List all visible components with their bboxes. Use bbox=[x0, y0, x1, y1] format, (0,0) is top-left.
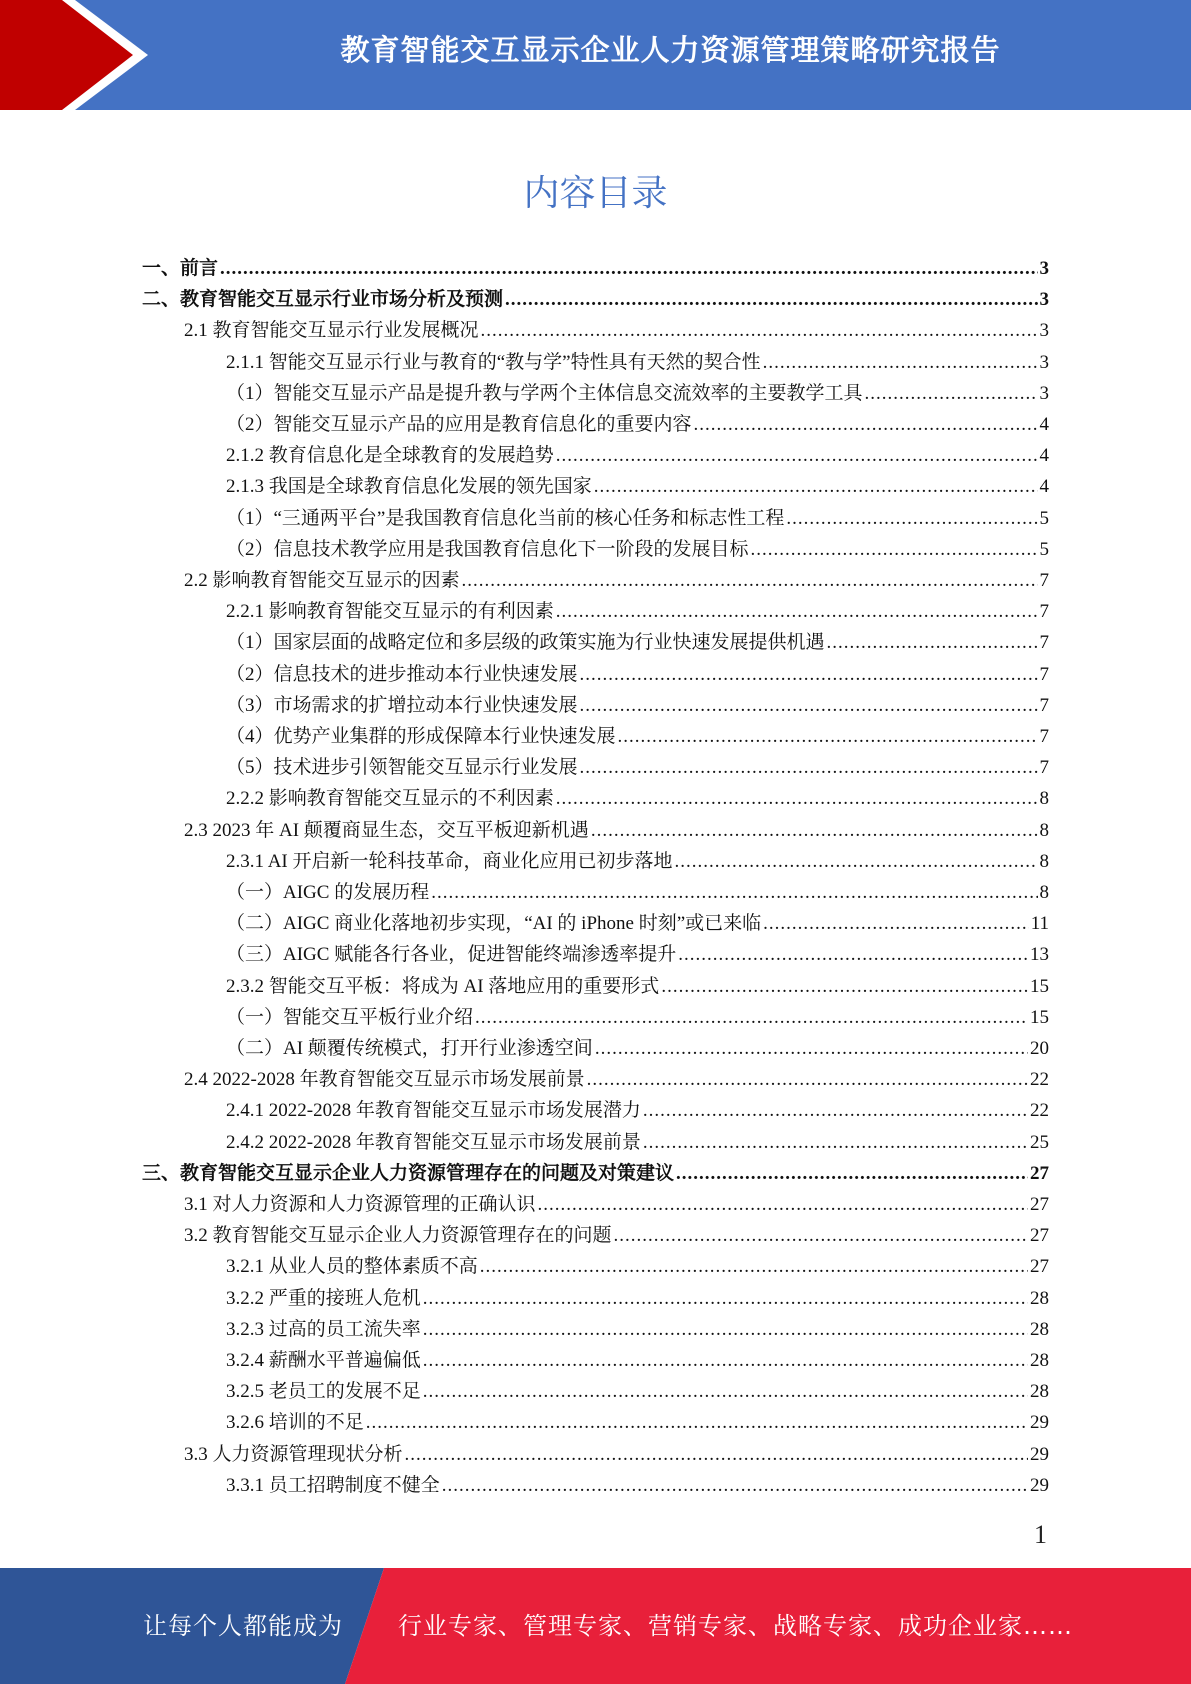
toc-entry-label: （2）信息技术教学应用是我国教育信息化下一阶段的发展目标 bbox=[226, 538, 749, 560]
toc-entry-label: 2.3.2 智能交互平板：将成为 AI 落地应用的重要形式 bbox=[226, 975, 660, 997]
toc-entry[interactable] bbox=[226, 659, 1049, 690]
toc-dot-leader bbox=[614, 1225, 1028, 1247]
toc-entry-page: 4 bbox=[1039, 476, 1049, 498]
toc-dot-leader bbox=[763, 913, 1029, 935]
toc-entry[interactable] bbox=[226, 908, 1049, 939]
toc-entry[interactable] bbox=[226, 1407, 1049, 1438]
toc-entry-label: 2.2.2 影响教育智能交互显示的不利因素 bbox=[226, 788, 554, 810]
toc-entry-page: 8 bbox=[1039, 788, 1049, 810]
toc-entry-label: 2.1 教育智能交互显示行业发展概况 bbox=[184, 320, 479, 342]
toc-dot-leader bbox=[580, 757, 1038, 779]
page-number: 1 bbox=[1034, 1520, 1047, 1549]
toc-entry-label: 2.4.1 2022-2028 年教育智能交互显示市场发展潜力 bbox=[226, 1100, 641, 1122]
toc-dot-leader bbox=[423, 1381, 1028, 1403]
footer-slogan-right: 行业专家、管理专家、营销专家、战略专家、成功企业家…… bbox=[398, 1612, 1073, 1640]
toc-dot-leader bbox=[480, 1256, 1028, 1278]
toc-entry-page: 22 bbox=[1030, 1069, 1049, 1091]
toc-entry-page: 4 bbox=[1039, 414, 1049, 435]
toc-entry-page: 7 bbox=[1039, 757, 1049, 779]
toc-dot-leader bbox=[751, 539, 1038, 561]
toc-entry[interactable] bbox=[226, 971, 1049, 1002]
toc-entry-page: 28 bbox=[1030, 1287, 1049, 1309]
toc-entry-label: 2.4.2 2022-2028 年教育智能交互显示市场发展前景 bbox=[226, 1131, 641, 1153]
toc-dot-leader bbox=[643, 1100, 1028, 1122]
toc-dot-leader bbox=[694, 414, 1038, 436]
toc-dot-leader bbox=[580, 664, 1038, 686]
toc-entry[interactable] bbox=[226, 378, 1049, 409]
toc-entry[interactable] bbox=[226, 783, 1049, 814]
toc-entry-page: 15 bbox=[1030, 1006, 1049, 1028]
toc-entry-label: （2）智能交互显示产品的应用是教育信息化的重要内容 bbox=[226, 414, 692, 435]
toc-entry-label: （4）优势产业集群的形成保障本行业快速发展 bbox=[226, 726, 616, 747]
toc-entry[interactable] bbox=[226, 347, 1049, 378]
toc-entry-label: 2.2 影响教育智能交互显示的因素 bbox=[184, 570, 460, 591]
toc-dot-leader bbox=[556, 445, 1038, 467]
toc-entry-label: （5）技术进步引领智能交互显示行业发展 bbox=[226, 757, 578, 779]
toc-entry-label: 2.1.3 我国是全球教育信息化发展的领先国家 bbox=[226, 476, 592, 498]
toc-dot-leader bbox=[442, 1475, 1028, 1497]
toc-entry-page: 28 bbox=[1030, 1350, 1049, 1371]
toc-dot-leader bbox=[220, 258, 1037, 280]
toc-entry[interactable] bbox=[226, 877, 1049, 908]
toc-entry-page: 3 bbox=[1039, 289, 1049, 311]
toc-dot-leader bbox=[827, 632, 1038, 654]
toc-dot-leader bbox=[481, 320, 1038, 342]
toc-dot-leader bbox=[431, 882, 1037, 904]
toc-entry[interactable] bbox=[226, 1314, 1049, 1345]
toc-dot-leader bbox=[462, 570, 1038, 592]
toc-entry-label: （2）信息技术的进步推动本行业快速发展 bbox=[226, 663, 578, 685]
toc-entry-label: 一、前言 bbox=[142, 258, 219, 279]
toc-entry[interactable] bbox=[226, 1283, 1049, 1314]
toc-entry-page: 3 bbox=[1039, 320, 1049, 342]
toc-entry-label: （1）“三通两平台”是我国教育信息化当前的核心任务和标志性工程 bbox=[226, 507, 785, 529]
page-footer bbox=[0, 1568, 1191, 1684]
report-title: 教育智能交互显示企业人力资源管理策略研究报告 bbox=[340, 33, 1001, 67]
toc-entry[interactable] bbox=[226, 627, 1049, 658]
toc-entry[interactable] bbox=[184, 1189, 1049, 1220]
toc-entry-label: （1）智能交互显示产品是提升教与学两个主体信息交流效率的主要教学工具 bbox=[226, 382, 863, 404]
toc-entry[interactable] bbox=[184, 815, 1049, 846]
toc-entry-page: 25 bbox=[1030, 1131, 1049, 1153]
toc-entry-label: 3.2.4 薪酬水平普遍偏低 bbox=[226, 1350, 421, 1371]
toc-entry-label: 3.3.1 员工招聘制度不健全 bbox=[226, 1474, 440, 1496]
toc-entry-page: 29 bbox=[1030, 1443, 1049, 1465]
toc-entry[interactable] bbox=[184, 565, 1049, 596]
toc-entry-page: 28 bbox=[1030, 1381, 1049, 1403]
toc-dot-leader bbox=[676, 1163, 1028, 1185]
toc-entry[interactable] bbox=[184, 315, 1049, 346]
toc-entry-page: 29 bbox=[1030, 1474, 1049, 1496]
footer-slogan-left: 让每个人都能成为 bbox=[143, 1612, 343, 1640]
toc-entry[interactable] bbox=[142, 1158, 1049, 1189]
toc-dot-leader bbox=[556, 601, 1038, 623]
toc-entry-label: 3.2.2 严重的接班人危机 bbox=[226, 1287, 421, 1309]
toc-entry-page: 22 bbox=[1030, 1100, 1049, 1122]
toc-entry-label: 三、教育智能交互显示企业人力资源管理存在的问题及对策建议 bbox=[142, 1162, 675, 1184]
toc-entry-page: 7 bbox=[1039, 570, 1049, 591]
toc-entry-label: 2.4 2022-2028 年教育智能交互显示市场发展前景 bbox=[184, 1069, 585, 1091]
toc-entry-page: 11 bbox=[1030, 913, 1049, 935]
toc-dot-leader bbox=[423, 1350, 1028, 1372]
toc-entry-page: 27 bbox=[1030, 1162, 1049, 1184]
toc-entry[interactable] bbox=[226, 1033, 1049, 1064]
toc-dot-leader bbox=[594, 476, 1038, 498]
toc-dot-leader bbox=[580, 695, 1038, 717]
toc-entry-page: 8 bbox=[1039, 882, 1049, 903]
toc-dot-leader bbox=[423, 1288, 1028, 1310]
toc-dot-leader bbox=[786, 508, 1037, 530]
toc-entry-label: 2.3 2023 年 AI 颠覆商显生态，交互平板迎新机遇 bbox=[184, 819, 589, 841]
toc-entry-label: 2.2.1 影响教育智能交互显示的有利因素 bbox=[226, 601, 554, 623]
toc-entry-page: 3 bbox=[1039, 258, 1049, 279]
toc-dot-leader bbox=[538, 1194, 1028, 1216]
toc-dot-leader bbox=[661, 976, 1028, 998]
toc-dot-leader bbox=[595, 1038, 1028, 1060]
toc-entry-page: 29 bbox=[1030, 1412, 1049, 1434]
toc-entry-label: （3）市场需求的扩增拉动本行业快速发展 bbox=[226, 694, 578, 716]
toc-entry[interactable] bbox=[226, 1251, 1049, 1282]
toc-entry[interactable] bbox=[226, 471, 1049, 502]
toc-entry-label: 3.1 对人力资源和人力资源管理的正确认识 bbox=[184, 1194, 536, 1215]
toc-entry[interactable] bbox=[226, 752, 1049, 783]
toc-entry-label: 2.3.1 AI 开启新一轮科技革命，商业化应用已初步落地 bbox=[226, 850, 673, 872]
toc-entry-page: 7 bbox=[1039, 601, 1049, 623]
toc-entry-page: 7 bbox=[1039, 663, 1049, 685]
toc-entry-label: 3.2.3 过高的员工流失率 bbox=[226, 1318, 421, 1340]
toc-entry-page: 28 bbox=[1030, 1318, 1049, 1340]
toc-dot-leader bbox=[763, 352, 1038, 374]
toc-entry[interactable] bbox=[226, 409, 1049, 440]
toc-entry-page: 7 bbox=[1039, 726, 1049, 747]
toc-entry-page: 3 bbox=[1039, 382, 1049, 404]
toc-entry-label: 3.2.5 老员工的发展不足 bbox=[226, 1381, 421, 1403]
toc-entry[interactable] bbox=[226, 440, 1049, 471]
toc-entry-label: （1）国家层面的战略定位和多层级的政策实施为行业快速发展提供机遇 bbox=[226, 632, 825, 654]
toc-dot-leader bbox=[475, 1007, 1028, 1029]
toc-dot-leader bbox=[591, 820, 1038, 842]
toc-entry-page: 7 bbox=[1039, 632, 1049, 654]
page-header bbox=[0, 0, 1191, 110]
toc-dot-leader bbox=[366, 1412, 1028, 1434]
toc-entry[interactable] bbox=[226, 721, 1049, 752]
toc-entry[interactable] bbox=[226, 1002, 1049, 1033]
toc-dot-leader bbox=[675, 851, 1038, 873]
toc-entry-label: （二）AI 颠覆传统模式，打开行业渗透空间 bbox=[226, 1038, 593, 1059]
toc-entry[interactable] bbox=[226, 1345, 1049, 1376]
toc-dot-leader bbox=[423, 1319, 1028, 1341]
toc-entry[interactable] bbox=[226, 503, 1049, 534]
toc-entry-page: 27 bbox=[1030, 1256, 1049, 1278]
toc-entry[interactable] bbox=[226, 1376, 1049, 1407]
toc-entry[interactable] bbox=[226, 1127, 1049, 1158]
toc-entry-label: （三）AIGC 赋能各行各业，促进智能终端渗透率提升 bbox=[226, 944, 677, 966]
toc-entry[interactable] bbox=[184, 1220, 1049, 1251]
toc-entry-label: （二）AIGC 商业化落地初步实现，“AI 的 iPhone 时刻”或已来临 bbox=[226, 913, 762, 935]
toc-entry-label: 3.2 教育智能交互显示企业人力资源管理存在的问题 bbox=[184, 1225, 612, 1247]
toc-entry-page: 4 bbox=[1039, 445, 1049, 467]
toc-entry[interactable] bbox=[184, 1439, 1049, 1470]
toc-entry-page: 8 bbox=[1039, 850, 1049, 872]
toc-entry-label: 2.1.2 教育信息化是全球教育的发展趋势 bbox=[226, 445, 554, 467]
toc-dot-leader bbox=[556, 788, 1038, 810]
toc-entry-page: 15 bbox=[1030, 975, 1049, 997]
toc-dot-leader bbox=[678, 944, 1028, 966]
toc-entry[interactable] bbox=[226, 846, 1049, 877]
toc-entry-page: 20 bbox=[1030, 1038, 1049, 1059]
toc-dot-leader bbox=[587, 1069, 1028, 1091]
toc-entry[interactable] bbox=[226, 1470, 1049, 1501]
toc-dot-leader bbox=[505, 289, 1037, 311]
toc-entry-page: 5 bbox=[1039, 538, 1049, 560]
toc-entry[interactable] bbox=[226, 596, 1049, 627]
toc-entry-page: 7 bbox=[1039, 694, 1049, 716]
toc-entry-page: 27 bbox=[1030, 1225, 1049, 1247]
toc-entry-page: 27 bbox=[1030, 1194, 1049, 1215]
toc-entry-page: 8 bbox=[1039, 819, 1049, 841]
toc-entry[interactable] bbox=[226, 939, 1049, 970]
toc-entry[interactable] bbox=[226, 690, 1049, 721]
toc-entry-label: 2.1.1 智能交互显示行业与教育的“教与学”特性具有天然的契合性 bbox=[226, 351, 761, 373]
toc-entry-page: 5 bbox=[1039, 507, 1049, 529]
toc-entry[interactable] bbox=[226, 534, 1049, 565]
toc-entry[interactable] bbox=[142, 284, 1049, 315]
toc-title: 内容目录 bbox=[523, 173, 668, 214]
toc-entry-page: 3 bbox=[1039, 351, 1049, 373]
toc-entry-label: 3.2.1 从业人员的整体素质不高 bbox=[226, 1256, 478, 1278]
toc-entry-label: （一）AIGC 的发展历程 bbox=[226, 882, 430, 903]
toc-dot-leader bbox=[405, 1444, 1028, 1466]
toc-entry[interactable] bbox=[184, 1064, 1049, 1095]
toc-entry[interactable] bbox=[226, 1095, 1049, 1126]
toc-entry[interactable] bbox=[142, 253, 1049, 284]
toc-dot-leader bbox=[865, 383, 1038, 405]
toc-entry-page: 13 bbox=[1030, 944, 1049, 966]
toc-entry-label: （一）智能交互平板行业介绍 bbox=[226, 1006, 474, 1028]
toc-dot-leader bbox=[643, 1132, 1028, 1154]
toc-entry-label: 3.3 人力资源管理现状分析 bbox=[184, 1443, 403, 1465]
toc-entry-label: 3.2.6 培训的不足 bbox=[226, 1412, 364, 1434]
toc-dot-leader bbox=[618, 726, 1038, 748]
toc-entry-label: 二、教育智能交互显示行业市场分析及预测 bbox=[142, 289, 504, 311]
